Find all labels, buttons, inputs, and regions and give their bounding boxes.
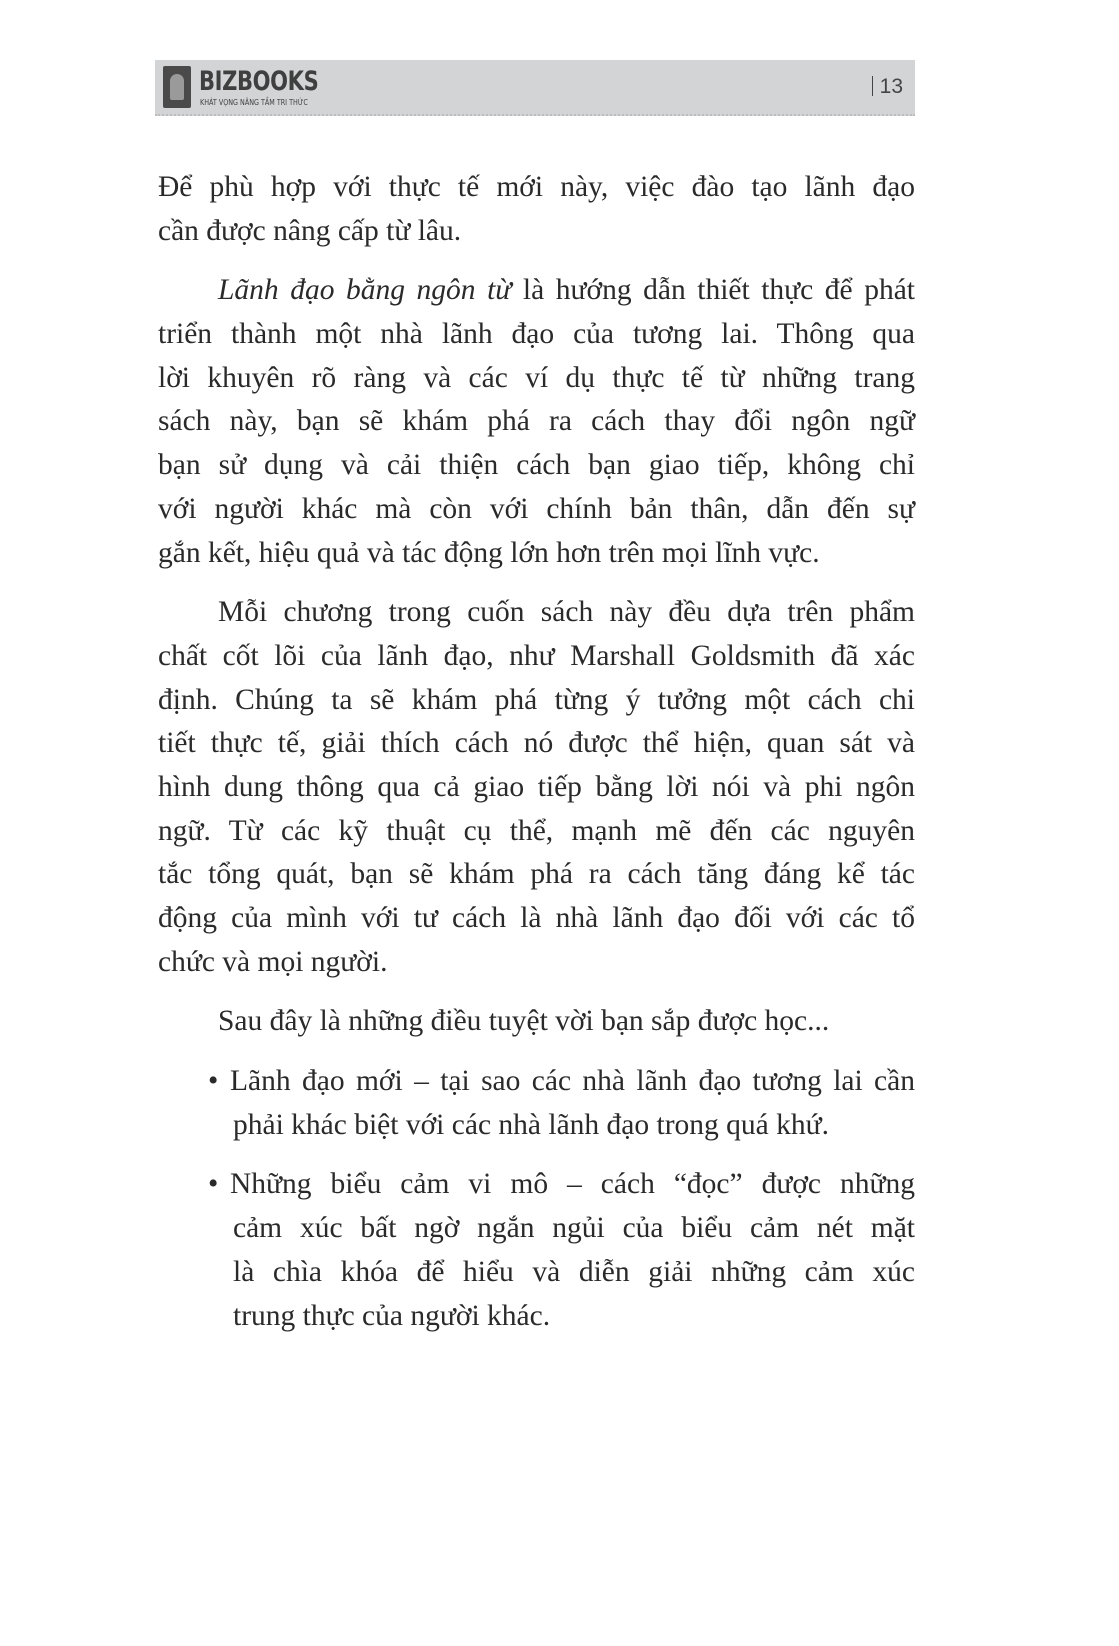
bullet-list-item bbox=[208, 1060, 915, 1147]
text-line: với người khác mà còn với chính bản thân, dẫn đến sự bbox=[158, 492, 915, 525]
text-line: triển thành một nhà lãnh đạo của tương lai. Thông qua bbox=[158, 318, 915, 351]
text-line: sách này, bạn sẽ khám phá ra cách thay đổi ngôn ngữ bbox=[158, 405, 915, 438]
text-line: phải khác biệt với các nhà lãnh đạo trong quá khứ. bbox=[233, 1108, 829, 1141]
text-line: hình dung thông qua cả giao tiếp bằng lời nói và phi ngôn bbox=[158, 770, 915, 803]
text-line: Sau đây là những điều tuyệt vời bạn sắp được học... bbox=[218, 1005, 830, 1038]
paragraph bbox=[158, 269, 915, 575]
running-header bbox=[155, 60, 915, 116]
page-number bbox=[872, 75, 903, 99]
text-line: Mỗi chương trong cuốn sách này đều dựa trên phẩm bbox=[218, 596, 915, 629]
text-line: định. Chúng ta sẽ khám phá từng ý tưởng một cách chi bbox=[158, 683, 915, 716]
text-line: động của mình với tư cách là nhà lãnh đạo đối với các tổ bbox=[158, 902, 915, 934]
text-line: cảm xúc bất ngờ ngắn ngủi của biểu cảm nét mặt bbox=[233, 1212, 915, 1245]
bullet-icon: • bbox=[208, 1065, 219, 1098]
bullet-icon: • bbox=[208, 1168, 219, 1201]
text-line: tắc tổng quát, bạn sẽ khám phá ra cách tăng đáng kể tác bbox=[158, 858, 915, 891]
text-line: Để phù hợp với thực tế mới này, việc đào tạo lãnh đạo bbox=[158, 171, 915, 203]
text-line: là chìa khóa để hiểu và diễn giải những cảm xúc bbox=[233, 1255, 915, 1288]
text-segment: là hướng dẫn thiết thực để phát bbox=[511, 274, 915, 307]
divider bbox=[872, 76, 873, 96]
text-line: Những biểu cảm vi mô – cách “đọc” được những bbox=[230, 1168, 915, 1201]
text-line: tiết thực tế, giải thích cách nó được thể hiện, quan sát và bbox=[158, 727, 915, 760]
text-line: gắn kết, hiệu quả và tác động lớn hơn trên mọi lĩnh vực. bbox=[158, 536, 820, 569]
text-line: trung thực của người khác. bbox=[233, 1299, 551, 1332]
book-title: Lãnh đạo bằng ngôn từ bbox=[218, 274, 512, 307]
paragraph bbox=[158, 166, 915, 253]
text-line: ngữ. Từ các kỹ thuật cụ thể, mạnh mẽ đến các nguyên bbox=[158, 814, 915, 847]
text-line: cần được nâng cấp từ lâu. bbox=[158, 214, 462, 247]
text-line: bạn sử dụng và cải thiện cách bạn giao tiếp, không chỉ bbox=[158, 449, 915, 482]
bullet-list-item bbox=[208, 1163, 915, 1338]
paragraph bbox=[158, 1000, 915, 1044]
brand-tagline: KHÁT VỌNG NÂNG TẦM TRI THỨC bbox=[200, 98, 308, 107]
text-line bbox=[158, 269, 915, 313]
text-line: chức và mọi người. bbox=[158, 945, 388, 978]
paragraph bbox=[158, 591, 915, 984]
brand-name: BIZBOOKS bbox=[199, 66, 319, 97]
bizbooks-logo-icon bbox=[163, 66, 191, 108]
text-line: Lãnh đạo mới – tại sao các nhà lãnh đạo tương lai cần bbox=[230, 1065, 915, 1098]
text-line: chất cốt lõi của lãnh đạo, như Marshall Goldsmith đã xác bbox=[158, 639, 915, 672]
page-body bbox=[158, 166, 915, 1354]
text-line: lời khuyên rõ ràng và các ví dụ thực tế từ những trang bbox=[158, 361, 915, 394]
page-number-text: 13 bbox=[879, 75, 903, 98]
